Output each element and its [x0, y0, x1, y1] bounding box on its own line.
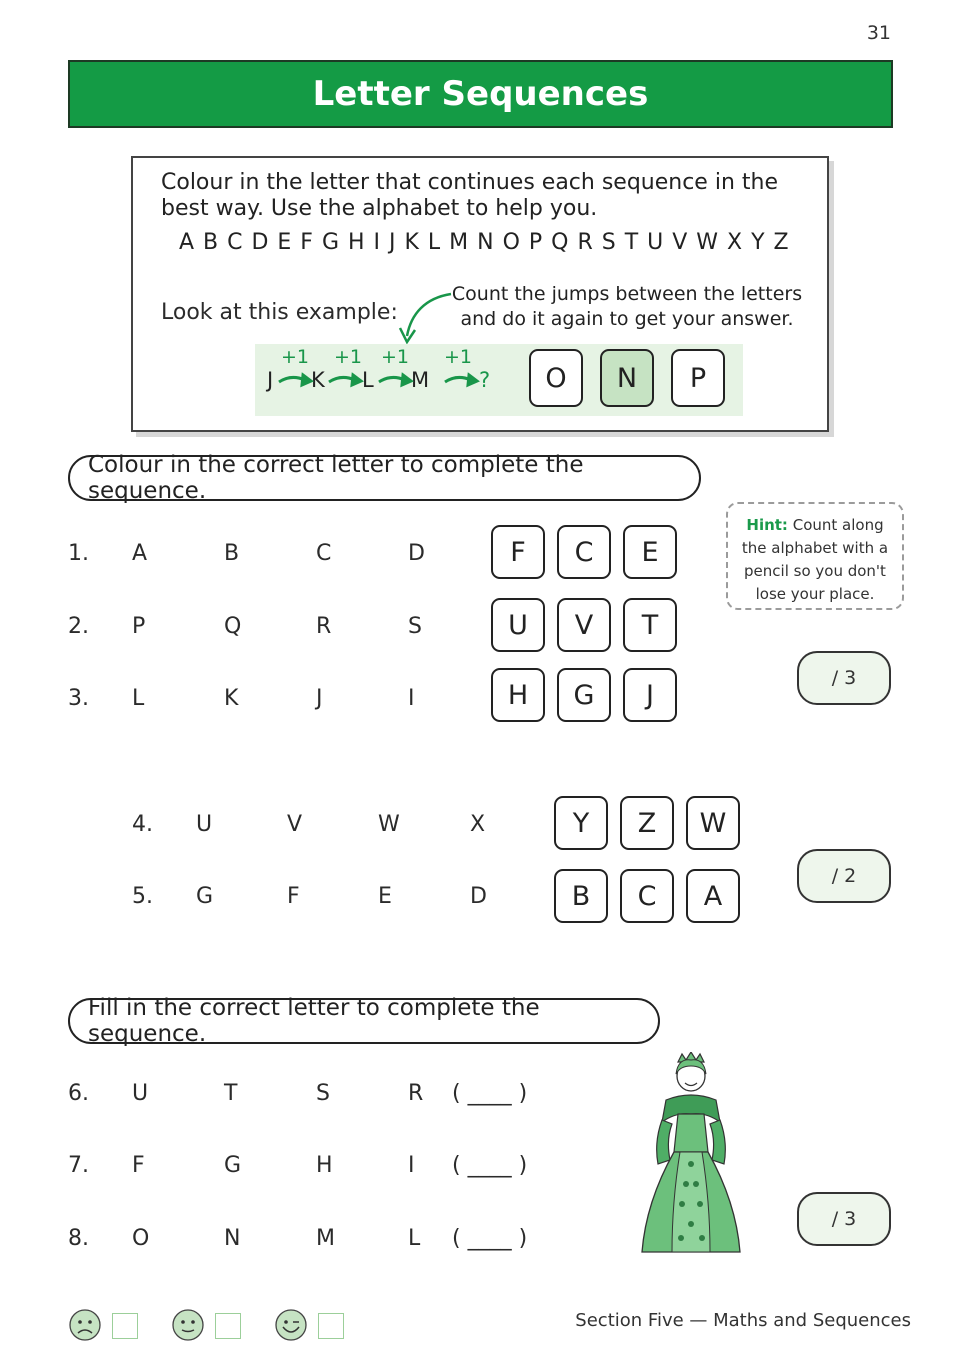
question-number: 8.	[68, 1226, 89, 1251]
hint-text: Count along the alphabet with a pencil so you don't lose your place.	[741, 516, 889, 603]
sequence-letter: Q	[224, 614, 242, 639]
tick-box[interactable]	[215, 1313, 241, 1339]
instruction-text: Colour in the letter that continues each sequence in the best way. Use the alphabet to help you.	[161, 170, 778, 221]
example-letter: ?	[479, 368, 491, 392]
answer-option-box[interactable]: J	[623, 668, 677, 722]
sequence-letter: S	[408, 614, 422, 639]
sequence-letter: F	[132, 1153, 145, 1178]
sequence-letter: J	[316, 686, 323, 711]
question-number: 3.	[68, 686, 89, 711]
section1-heading: Colour in the correct letter to complete the sequence.	[68, 455, 701, 501]
example-strip	[255, 344, 743, 416]
sequence-letter: U	[132, 1081, 149, 1106]
answer-option-box[interactable]: E	[623, 525, 677, 579]
sequence-letter: G	[196, 884, 214, 909]
answer-blank[interactable]: ( ____ )	[452, 1081, 528, 1106]
answer-option-box[interactable]: F	[491, 525, 545, 579]
footer-section-label: Section Five — Maths and Sequences	[575, 1310, 911, 1331]
sequence-letter: X	[470, 812, 486, 837]
answer-option-box[interactable]: C	[620, 869, 674, 923]
score-box-section1[interactable]: / 3	[797, 651, 891, 705]
answer-option-box[interactable]: H	[491, 668, 545, 722]
answer-option-box[interactable]: B	[554, 869, 608, 923]
sequence-letter: N	[224, 1226, 241, 1251]
sequence-letter: E	[378, 884, 392, 909]
question-number: 1.	[68, 541, 89, 566]
sequence-letter: O	[132, 1226, 150, 1251]
instruction-box	[131, 156, 829, 432]
callout-arrow-icon	[395, 290, 455, 346]
question-number: 4.	[132, 812, 153, 837]
score-box-section2[interactable]: / 2	[797, 849, 891, 903]
example-letter: L	[362, 368, 374, 392]
sequence-letter: S	[316, 1081, 330, 1106]
question-number: 2.	[68, 614, 89, 639]
page-title: Letter Sequences	[68, 60, 893, 128]
sequence-letter: M	[316, 1226, 335, 1251]
sequence-letter: K	[224, 686, 239, 711]
sequence-letter: R	[316, 614, 332, 639]
score-box-section3[interactable]: / 3	[797, 1192, 891, 1246]
answer-blank[interactable]: ( ____ )	[452, 1153, 528, 1178]
answer-option-box[interactable]: Z	[620, 796, 674, 850]
sequence-letter: L	[408, 1226, 421, 1251]
hint-box	[726, 502, 904, 610]
sad-face-icon[interactable]	[68, 1308, 102, 1342]
sequence-letter: I	[408, 1153, 415, 1178]
example-letter: K	[311, 368, 325, 392]
sequence-letter: D	[408, 541, 425, 566]
sequence-letter: A	[132, 541, 148, 566]
sequence-letter: R	[408, 1081, 424, 1106]
answer-option-box[interactable]: A	[686, 869, 740, 923]
answer-option-box[interactable]: Y	[554, 796, 608, 850]
page-number: 31	[866, 22, 891, 44]
example-step: +1	[444, 346, 473, 368]
example-label: Look at this example:	[161, 300, 398, 325]
answer-option-box[interactable]: C	[557, 525, 611, 579]
sequence-letter: U	[196, 812, 213, 837]
sequence-letter: V	[287, 812, 303, 837]
hint-label: Hint:	[746, 516, 788, 534]
answer-option-box[interactable]: G	[557, 668, 611, 722]
example-step: +1	[381, 346, 410, 368]
happy-face-icon[interactable]	[274, 1308, 308, 1342]
example-option-box[interactable]: O	[529, 349, 583, 407]
sequence-letter: C	[316, 541, 332, 566]
sequence-letter: P	[132, 614, 146, 639]
tick-box[interactable]	[112, 1313, 138, 1339]
example-step: +1	[334, 346, 363, 368]
answer-option-box[interactable]: U	[491, 598, 545, 652]
question-number: 5.	[132, 884, 153, 909]
queen-illustration-icon	[636, 1052, 746, 1262]
sequence-letter: L	[132, 686, 145, 711]
step-arrows-icon	[277, 370, 497, 390]
section3-heading: Fill in the correct letter to complete the sequence.	[68, 998, 660, 1044]
sequence-letter: D	[470, 884, 487, 909]
sequence-letter: B	[224, 541, 240, 566]
sequence-letter: W	[378, 812, 400, 837]
example-letter: J	[267, 368, 274, 392]
example-step: +1	[281, 346, 310, 368]
example-option-box-selected[interactable]: N	[600, 349, 654, 407]
sequence-letter: I	[408, 686, 415, 711]
answer-option-box[interactable]: V	[557, 598, 611, 652]
answer-option-box[interactable]: W	[686, 796, 740, 850]
sequence-letter: F	[287, 884, 300, 909]
alphabet: A B C D E F G H I J K L M N O P Q R S T U V W X Y Z	[179, 230, 790, 255]
tick-box[interactable]	[318, 1313, 344, 1339]
sequence-letter: H	[316, 1153, 333, 1178]
sequence-letter: T	[224, 1081, 238, 1106]
answer-blank[interactable]: ( ____ )	[452, 1226, 528, 1251]
neutral-face-icon[interactable]	[171, 1308, 205, 1342]
answer-option-box[interactable]: T	[623, 598, 677, 652]
example-option-box[interactable]: P	[671, 349, 725, 407]
question-number: 6.	[68, 1081, 89, 1106]
example-callout: Count the jumps between the letters and do it again to get your answer.	[451, 283, 803, 330]
example-letter: M	[411, 368, 430, 392]
question-number: 7.	[68, 1153, 89, 1178]
sequence-letter: G	[224, 1153, 242, 1178]
